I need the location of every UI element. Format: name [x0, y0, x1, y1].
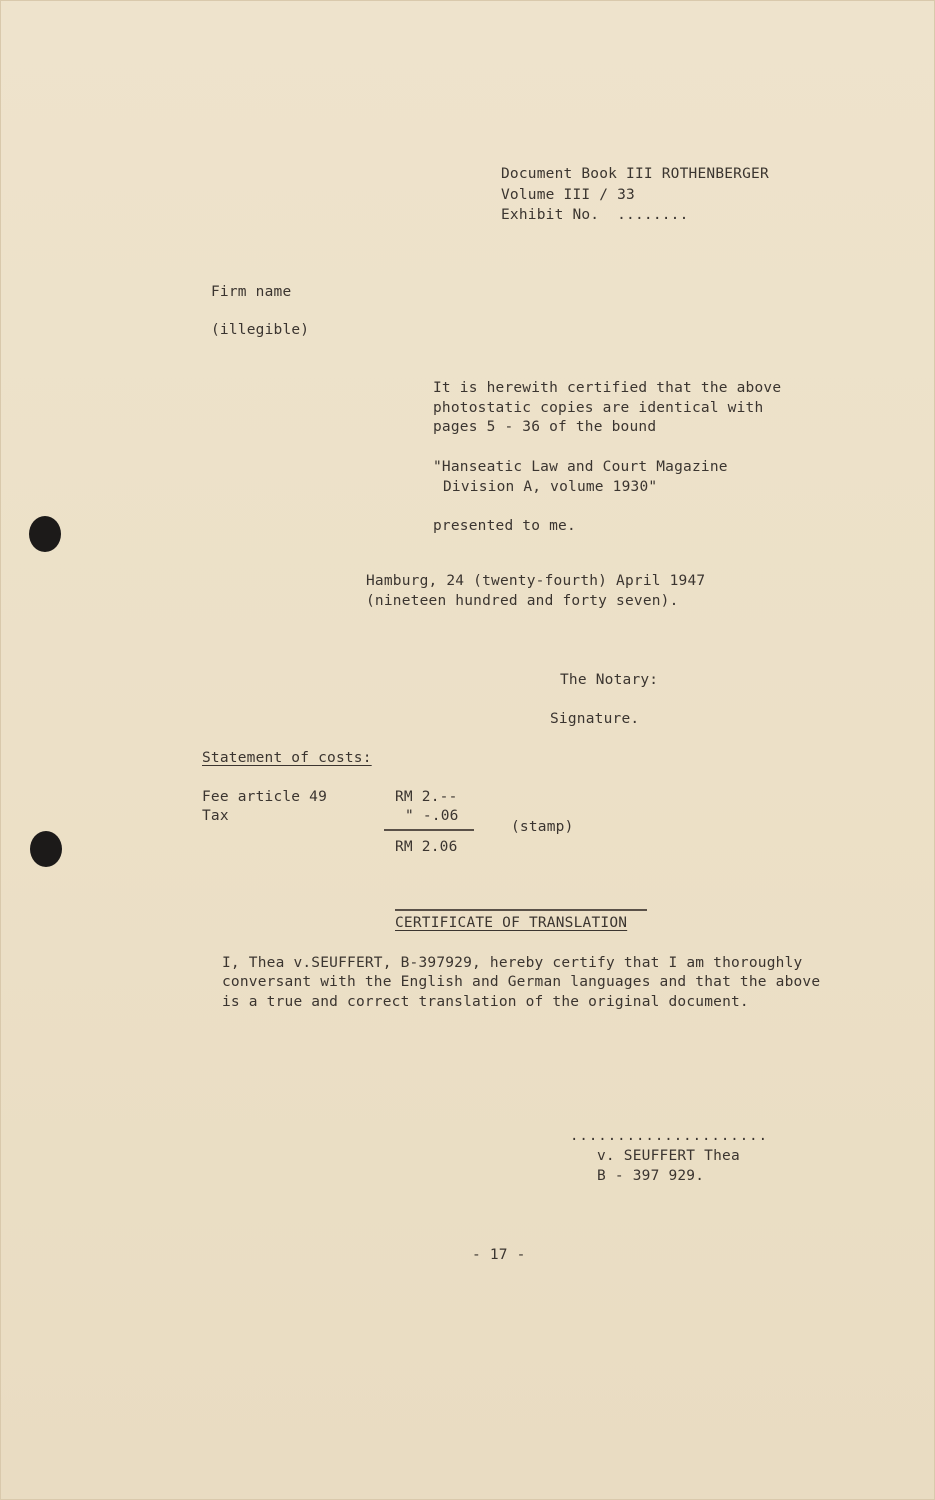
header-document-book: Document Book III ROTHENBERGER [501, 166, 769, 182]
notary-title: The Notary: [560, 672, 659, 688]
place-date-line-1: Hamburg, 24 (twenty-fourth) April 1947 [366, 573, 706, 589]
signature-dotted-line: ..................... [570, 1128, 769, 1144]
place-date-line-2: (nineteen hundred and forty seven). [366, 593, 679, 609]
cost-sum-rule [384, 829, 474, 831]
cert-line-1: It is herewith certified that the above [433, 380, 782, 396]
cost-fee-amount: RM 2.-- [395, 789, 458, 805]
punch-hole-bottom [30, 831, 62, 867]
stamp-note: (stamp) [511, 819, 574, 835]
translation-line-1: I, Thea v.SEUFFERT, B-397929, hereby certify that I am thoroughly [222, 955, 803, 971]
costs-heading: Statement of costs: [202, 750, 372, 766]
magazine-line-1: "Hanseatic Law and Court Magazine [433, 459, 728, 475]
translation-heading-rule [395, 909, 647, 911]
cost-fee-label: Fee article 49 [202, 789, 328, 805]
presented-line: presented to me. [433, 518, 576, 534]
page-number: - 17 - [472, 1247, 526, 1263]
cost-tax-label: Tax [202, 808, 229, 824]
cost-total: RM 2.06 [395, 839, 458, 855]
firm-illegible: (illegible) [211, 322, 310, 338]
cert-line-3: pages 5 - 36 of the bound [433, 419, 657, 435]
cert-line-2: photostatic copies are identical with [433, 400, 764, 416]
header-volume: Volume III / 33 [501, 187, 635, 203]
notary-signature: Signature. [550, 711, 640, 727]
cost-tax-amount: " -.06 [405, 808, 459, 824]
magazine-line-2: Division A, volume 1930" [443, 479, 658, 495]
translation-line-2: conversant with the English and German languages and that the above [222, 974, 821, 990]
punch-hole-top [29, 516, 61, 552]
header-exhibit: Exhibit No. ........ [501, 207, 689, 223]
translation-heading: CERTIFICATE OF TRANSLATION [395, 915, 628, 931]
header-exhibit-label: Exhibit No. [501, 207, 600, 223]
firm-name-label: Firm name [211, 284, 292, 300]
translator-name: v. SEUFFERT Thea [597, 1148, 740, 1164]
translation-line-3: is a true and correct translation of the original document. [222, 994, 749, 1010]
translator-id: B - 397 929. [597, 1168, 705, 1184]
